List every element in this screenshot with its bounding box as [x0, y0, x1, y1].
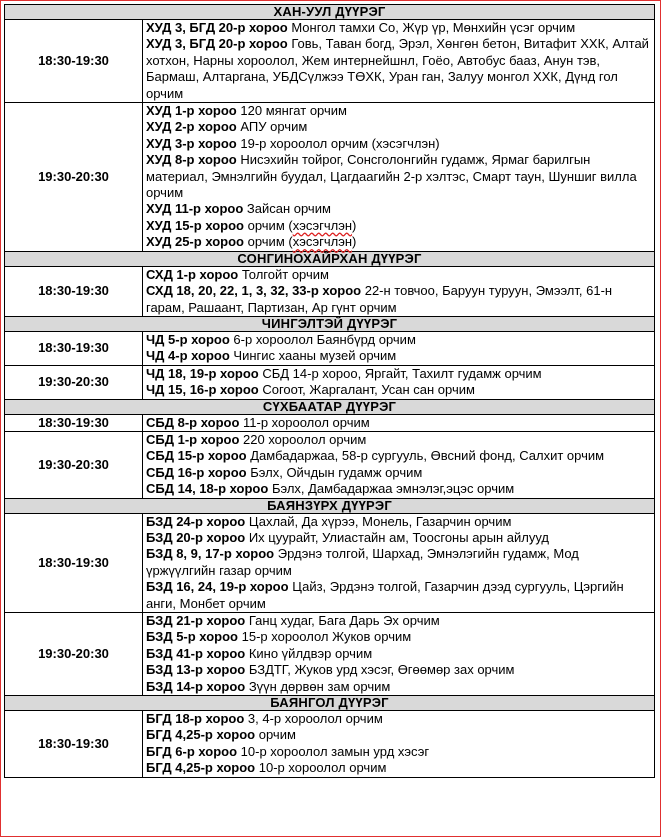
schedule-row [5, 513, 655, 612]
area-entry [146, 119, 651, 135]
time-slot: 19:30-20:30 [5, 103, 143, 252]
area-description: орчим (хэсэгчлэн) [247, 234, 357, 250]
khoroo-label: ХУД 25-р хороо [146, 234, 244, 250]
area-description: Зайсан орчим [246, 201, 331, 217]
khoroo-label: СХД 18, 20, 22, 1, 3, 32, 33-р хороо [146, 283, 362, 299]
khoroo-label: СБД 1-р хороо [146, 431, 240, 447]
district-name: СОНГИНОХАЙРХАН ДҮҮРЭГ [5, 251, 655, 266]
time-slot: 18:30-19:30 [5, 266, 143, 316]
area-entry [146, 662, 651, 678]
district-name: ЧИНГЭЛТЭЙ ДҮҮРЭГ [5, 316, 655, 331]
schedule-body [5, 5, 655, 778]
area-entry [146, 629, 651, 645]
khoroo-label: ЧД 15, 16-р хороо [146, 382, 259, 398]
area-entry [146, 546, 651, 579]
spellcheck-underline: хэсэгчлэн [292, 217, 353, 233]
schedule-row [5, 414, 655, 431]
area-entry [146, 711, 651, 727]
khoroo-label: БЗД 41-р хороо [146, 645, 246, 661]
district-header-row [5, 251, 655, 266]
khoroo-label: СБД 8-р хороо [146, 414, 240, 430]
area-description: Говь, Таван богд, Эрэл, Хөнгөн бетон, Витафит ХХК, Алтай хотхон, Нарны хороолол, Жем интернейшнл, Гоёо, Автобус бааз, Анун тэв, Бармаш, Алтаргана, УБДСүлжээ ТӨХК, Уран ган, Залуу монгол ХХК, Дүнд гол орчим [146, 36, 649, 101]
district-header-row [5, 399, 655, 414]
area-entry [146, 579, 651, 612]
time-slot: 18:30-19:30 [5, 414, 143, 431]
khoroo-label: СБД 16-р хороо [146, 464, 247, 480]
area-entry [146, 366, 651, 382]
area-entry [146, 465, 651, 481]
time-slot: 18:30-19:30 [5, 711, 143, 778]
area-description: Ганц худаг, Бага Дарь Эх орчим [248, 613, 440, 628]
area-entry [146, 283, 651, 316]
schedule-row [5, 266, 655, 316]
area-description: 22-н товчоо, Баруун туруун, Эмээлт, 61-н гарам, Рашаант, Партизан, Ар гүнт орчим [146, 283, 613, 315]
area-entry [146, 744, 651, 760]
outage-schedule-table [4, 4, 655, 778]
district-header-row [5, 498, 655, 513]
khoroo-label: ХУД 3-р хороо [146, 135, 237, 151]
spellcheck-underline: хэсэгчлэн [292, 234, 353, 250]
area-entry [146, 432, 651, 448]
area-description: Бэлх, Ойчдын гудамж орчим [250, 464, 423, 480]
affected-areas-cell [143, 711, 655, 778]
area-entry [146, 530, 651, 546]
area-entry [146, 646, 651, 662]
area-entry [146, 136, 651, 152]
affected-areas-cell [143, 414, 655, 431]
area-entry [146, 481, 651, 497]
area-description: СБД 14-р хороо, Яргайт, Тахилт гудамж орчим [262, 365, 542, 381]
area-description: Дамбадаржаа, 58-р сургууль, Өвсний фонд, Салхит орчим [250, 448, 605, 464]
khoroo-label: ХУД 3, БГД 20-р хороо [146, 20, 288, 35]
area-description: Эрдэнэ толгой, Шархад, Эмнэлэгийн гудамж, Мод үржүүлгийн газар орчим [146, 546, 579, 578]
area-description: Согоот, Жаргалант, Усан сан орчим [262, 382, 475, 398]
area-description: 3, 4-р хороолол орчим [247, 711, 383, 727]
area-description: Кино үйлдвэр орчим [248, 645, 373, 661]
area-description: Зүүн дөрвөн зам орчим [248, 678, 391, 694]
area-entry [146, 613, 651, 629]
schedule-row [5, 365, 655, 399]
district-header-row [5, 316, 655, 331]
area-description: Цайз, Эрдэнэ толгой, Газарчин дээд сургууль, Цэргийн анги, Монбет орчим [146, 579, 624, 611]
district-name: СҮХБААТАР ДҮҮРЭГ [5, 399, 655, 414]
khoroo-label: СХД 1-р хороо [146, 266, 239, 282]
khoroo-label: БЗД 20-р хороо [146, 529, 246, 545]
time-slot: 19:30-20:30 [5, 365, 143, 399]
area-entry [146, 234, 651, 250]
area-entry [146, 218, 651, 234]
area-entry [146, 679, 651, 695]
area-description: Нисэхийн тойрог, Сонсголонгийн гудамж, Ярмаг барилгын материал, Эмнэлгийн буудал, Цагдаагийн 2-р хэлтэс, Смарт таун, Шуншиг вилла орчим [146, 152, 637, 201]
khoroo-label: ХУД 2-р хороо [146, 119, 237, 135]
khoroo-label: ХУД 15-р хороо [146, 217, 244, 233]
khoroo-label: БГД 4,25-р хороо [146, 760, 256, 776]
area-description: Их цуурайт, Улиастайн ам, Тоосгоны арын айлууд [248, 529, 550, 545]
affected-areas-cell [143, 331, 655, 365]
area-description: Толгойт орчим [241, 266, 329, 282]
schedule-row [5, 331, 655, 365]
area-description: 10-р хороолол орчим [258, 760, 387, 776]
area-description: Чингис хааны музей орчим [233, 348, 397, 364]
area-description: 220 хороолол орчим [243, 431, 367, 447]
schedule-row [5, 20, 655, 103]
khoroo-label: ЧД 5-р хороо [146, 331, 230, 347]
area-description: орчим [258, 727, 296, 743]
khoroo-label: ХУД 3, БГД 20-р хороо [146, 36, 288, 52]
area-entry [146, 103, 651, 119]
area-description: 15-р хороолол Жуков орчим [241, 629, 412, 645]
area-entry [146, 382, 651, 398]
khoroo-label: ЧД 18, 19-р хороо [146, 365, 259, 381]
affected-areas-cell [143, 431, 655, 498]
affected-areas-cell [143, 513, 655, 612]
affected-areas-cell [143, 613, 655, 696]
area-entry [146, 514, 651, 530]
time-slot: 18:30-19:30 [5, 20, 143, 103]
schedule-row [5, 103, 655, 252]
khoroo-label: БЗД 8, 9, 17-р хороо [146, 546, 275, 562]
area-entry [146, 415, 651, 431]
area-entry [146, 332, 651, 348]
district-header-row [5, 696, 655, 711]
time-slot: 19:30-20:30 [5, 431, 143, 498]
affected-areas-cell [143, 365, 655, 399]
area-entry [146, 20, 651, 36]
area-description: орчим (хэсэгчлэн) [247, 217, 357, 233]
khoroo-label: БЗД 13-р хороо [146, 662, 246, 678]
area-description: 6-р хороолол Баянбүрд орчим [233, 331, 416, 347]
area-entry [146, 727, 651, 743]
schedule-row [5, 711, 655, 778]
area-description: 120 мянгат орчим [240, 103, 347, 119]
area-description: БЗДТГ, Жуков урд хэсэг, Өгөөмөр зах орчим [248, 662, 515, 678]
khoroo-label: СБД 14, 18-р хороо [146, 481, 269, 497]
khoroo-label: БЗД 5-р хороо [146, 629, 238, 645]
area-description: Бэлх, Дамбадаржаа эмнэлэг,эцэс орчим [271, 481, 515, 497]
area-entry [146, 201, 651, 217]
khoroo-label: БГД 6-р хороо [146, 743, 238, 759]
affected-areas-cell [143, 20, 655, 103]
khoroo-label: БГД 4,25-р хороо [146, 727, 256, 743]
area-entry [146, 36, 651, 102]
khoroo-label: БЗД 24-р хороо [146, 513, 246, 529]
district-name: БАЯНГОЛ ДҮҮРЭГ [5, 696, 655, 711]
time-slot: 18:30-19:30 [5, 513, 143, 612]
khoroo-label: ХУД 8-р хороо [146, 152, 237, 168]
time-slot: 18:30-19:30 [5, 331, 143, 365]
khoroo-label: ЧД 4-р хороо [146, 348, 230, 364]
khoroo-label: БГД 18-р хороо [146, 711, 245, 727]
area-description: Цахлай, Да хүрээ, Монель, Газарчин орчим [248, 513, 512, 529]
district-name: БАЯНЗҮРХ ДҮҮРЭГ [5, 498, 655, 513]
district-name: ХАН-УУЛ ДҮҮРЭГ [5, 5, 655, 20]
area-entry [146, 760, 651, 776]
area-description: 19-р хороолол орчим (хэсэгчлэн) [240, 135, 440, 151]
khoroo-label: ХУД 11-р хороо [146, 201, 244, 217]
district-header-row [5, 5, 655, 20]
khoroo-label: СБД 15-р хороо [146, 448, 247, 464]
khoroo-label: БЗД 16, 24, 19-р хороо [146, 579, 289, 595]
area-description: АПУ орчим [240, 119, 308, 135]
area-entry [146, 348, 651, 364]
schedule-row [5, 431, 655, 498]
khoroo-label: БЗД 14-р хороо [146, 678, 246, 694]
area-entry [146, 267, 651, 283]
affected-areas-cell [143, 103, 655, 252]
area-entry [146, 448, 651, 464]
affected-areas-cell [143, 266, 655, 316]
khoroo-label: ХУД 1-р хороо [146, 103, 237, 119]
area-description: 10-р хороолол замын урд хэсэг [240, 743, 430, 759]
schedule-row [5, 613, 655, 696]
area-entry [146, 152, 651, 201]
area-description: Монгол тамхи Со, Жүр үр, Мөнхийн үсэг орчим [291, 20, 576, 35]
area-description: 11-р хороолол орчим [243, 414, 370, 430]
time-slot: 19:30-20:30 [5, 613, 143, 696]
khoroo-label: БЗД 21-р хороо [146, 613, 246, 628]
